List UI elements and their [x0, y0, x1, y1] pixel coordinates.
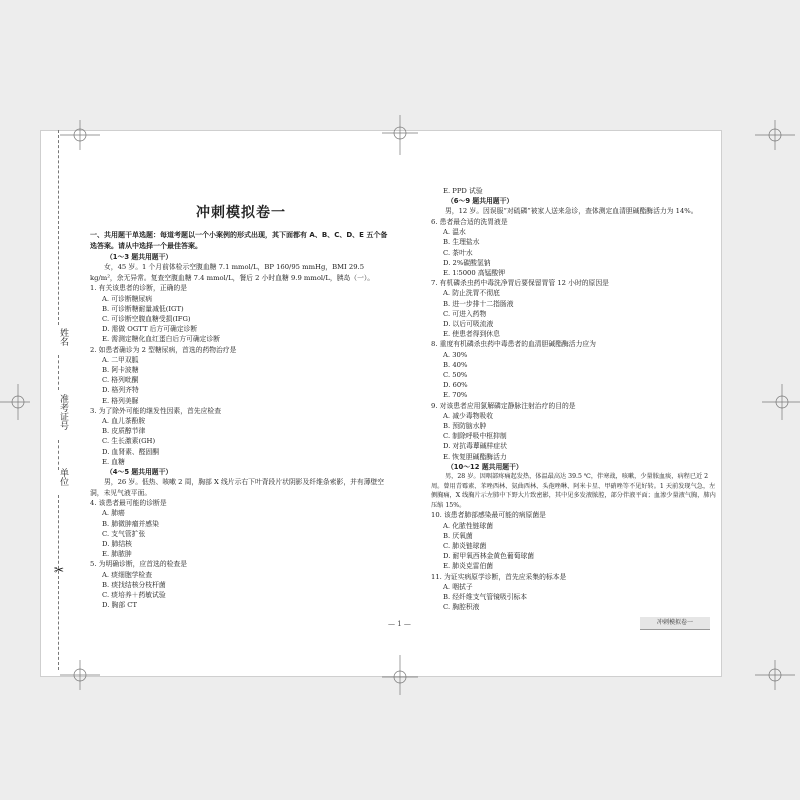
option: C. 可诊断空腹血糖受损(IFG) — [102, 315, 191, 324]
option: E. PPD 试验 — [443, 187, 483, 195]
option: D. 胸部 CT — [102, 601, 138, 610]
option: B. 厌氧菌 — [443, 531, 473, 540]
name-field-label: 姓名 — [58, 328, 68, 346]
unit-field-label: 单位 — [58, 468, 68, 486]
crop-mark-bottom-center — [382, 655, 418, 695]
option: D. 血肾素、醛固酮 — [102, 447, 160, 456]
group-heading: （1～3 题共用题干） — [106, 253, 173, 262]
option: C. 50% — [443, 370, 468, 379]
crop-mark-right-middle — [762, 384, 800, 420]
group-heading: （10～12 题共用题干） — [447, 462, 523, 471]
option: B. 痰找结核分枝杆菌 — [102, 580, 166, 589]
option: B. 40% — [443, 360, 468, 369]
option: A. 温水 — [443, 228, 466, 237]
question-10: 10. 该患者肺部感染最可能的病原菌是 — [431, 511, 546, 520]
option: E. 使患者得到休息 — [443, 330, 500, 339]
option: A. 减少毒物吸收 — [443, 411, 494, 420]
option: B. 皮质醇节律 — [102, 427, 146, 436]
footer-tag: 冲刺模拟卷一 — [640, 617, 710, 630]
option: A. 肺癌 — [102, 509, 125, 518]
group-heading: （4～5 题共用题干） — [106, 468, 173, 477]
option: B. 预防脑水肿 — [443, 421, 487, 430]
option: E. 70% — [443, 391, 468, 400]
option: A. 可诊断糖尿病 — [102, 294, 153, 303]
page-number: — 1 — — [388, 620, 411, 628]
question-2: 2. 如患者确诊为 2 型糖尿病，首选的药物治疗是 — [90, 345, 237, 354]
question-8: 8. 重度有机磷杀虫药中毒患者的血清胆碱酯酶活力应为 — [431, 340, 596, 349]
option: B. 肺微肿瘤并感染 — [102, 519, 159, 528]
page-title: 冲刺模拟卷一 — [196, 205, 286, 221]
option: C. 痰培养＋药敏试验 — [102, 591, 166, 600]
option: C. 肺炎链球菌 — [443, 541, 487, 550]
option: E. 肺脓肿 — [102, 550, 132, 559]
crop-mark-bottom-right — [755, 660, 795, 690]
crop-mark-left-middle — [0, 384, 30, 420]
option: B. 经纤维支气管镜吸引标本 — [443, 592, 528, 601]
option: E. 格列美脲 — [102, 396, 139, 405]
option: B. 进一步排十二指肠液 — [443, 299, 514, 308]
question-4: 4. 该患者最可能的诊断是 — [90, 499, 167, 508]
question-11: 11. 为证实病原学诊断，首先应采集的标本是 — [431, 572, 567, 581]
binding-strip — [48, 130, 68, 675]
question-1: 1. 有关该患者的诊断，正确的是 — [90, 284, 188, 293]
group-heading: （6～9 题共用题干） — [447, 197, 514, 206]
option: A. 痰细胞学检查 — [102, 570, 153, 579]
option: D. 需做 OGTT 后方可确定诊断 — [102, 325, 198, 334]
option: B. 生理盐水 — [443, 238, 480, 247]
option: B. 可诊断糖耐量减低(IGT) — [102, 304, 184, 313]
question-7: 7. 有机磷杀虫药中毒洗净胃后要保留胃管 12 小时的原因是 — [431, 279, 609, 288]
cut-line-top — [58, 130, 59, 325]
option: C. 胸腔积液 — [443, 603, 480, 612]
right-column — [431, 186, 719, 612]
option: A. 化脓性链球菌 — [443, 521, 494, 530]
cut-line-mid-1 — [58, 355, 59, 390]
option: E. 血糖 — [102, 457, 125, 466]
crop-mark-top-center — [382, 115, 418, 155]
option: D. 耐甲氧西林金黄色葡萄球菌 — [443, 552, 535, 561]
option: B. 阿卡波糖 — [102, 366, 139, 375]
question-9: 9. 对该患者应用氯解磷定静脉注射治疗的目的是 — [431, 401, 576, 410]
cut-line-mid-2 — [58, 440, 59, 470]
option: C. 茶叶水 — [443, 248, 473, 257]
option: C. 支气管扩张 — [102, 529, 146, 538]
option: A. 30% — [443, 350, 468, 359]
option: E. 1∶5000 高锰酸钾 — [443, 268, 506, 277]
option: C. 生长激素(GH) — [102, 437, 156, 446]
option: A. 防止洗胃不彻底 — [443, 289, 500, 298]
option: C. 格列吡酮 — [102, 376, 139, 385]
question-5: 5. 为明确诊断，应首选的检查是 — [90, 560, 188, 569]
option: D. 格列齐特 — [102, 386, 139, 395]
left-column — [90, 205, 392, 611]
option: D. 2%碳酸氢钠 — [443, 258, 491, 267]
cut-line-bottom — [58, 495, 59, 670]
option: A. 咽拭子 — [443, 582, 473, 591]
option: D. 对抗毒蕈碱样症状 — [443, 442, 507, 451]
case-stem: 女，45 岁。1 个月前体检示空腹血糖 7.1 mmol/L，BP 160/95 mmHg，BMI 29.5 kg/m²，余无异常。复查空腹血糖 7.4 mmol/L，餐后 2 小时血糖 9.9 mmol/L，胰岛（一）。 — [90, 263, 375, 282]
crop-mark-top-right — [755, 120, 795, 150]
option: E. 需测定糖化血红蛋白后方可确定诊断 — [102, 335, 221, 344]
option: A. 二甲双胍 — [102, 355, 139, 364]
option: E. 肺炎克雷伯菌 — [443, 562, 494, 571]
question-6: 6. 患者最合适的洗胃液是 — [431, 217, 508, 226]
case-stem: 男，12 岁。因误服“对硫磷”被家人送来急诊，查体测定血清胆碱酯酶活力为 14%。 — [445, 207, 698, 216]
option: E. 恢复胆碱酯酶活力 — [443, 452, 507, 461]
option: D. 肺结核 — [102, 540, 132, 549]
option: C. 可进入药物 — [443, 309, 487, 318]
option: A. 血儿茶酚胺 — [102, 417, 146, 426]
case-stem: 男，26 岁。低热、咳嗽 2 周，胸部 X 线片示右下叶背段片状阴影及纤维条索影，并有薄壁空洞，未见气液平面。 — [90, 478, 385, 497]
section-instructions: 一、共用题干单选题：每道考题以一个小案例的形式出现，其下面都有 A、B、C、D、E 五个备选答案。请从中选择一个最佳答案。 — [90, 231, 388, 251]
scissors-icon: ✂ — [54, 563, 65, 577]
option: D. 60% — [443, 381, 468, 390]
option: C. 制除呼吸中枢抑制 — [443, 432, 507, 441]
option: D. 以后可吸流液 — [443, 319, 494, 328]
exam-id-field-label: 准考证号 — [58, 394, 68, 430]
case-stem: 男，28 岁。因咽部疼痛起发热，体温最高达 39.5 ℃，伴寒战，咳嗽，少量脓血痰，病程已近 2 周。曾用青霉素、苯唑西林、氨曲西林、头孢唑啉、阿米卡星、甲硝唑等不见好转。1 天前发现气急，左侧胸痛，X 线胸片示左肺中下野大片致密影，其中见多发液脓腔，部分伴液平面；血渗少量液气胸，肺内压缩 15%。 — [431, 472, 716, 509]
question-3: 3. 为了除外可能的继发性因素，首先应检查 — [90, 406, 221, 415]
